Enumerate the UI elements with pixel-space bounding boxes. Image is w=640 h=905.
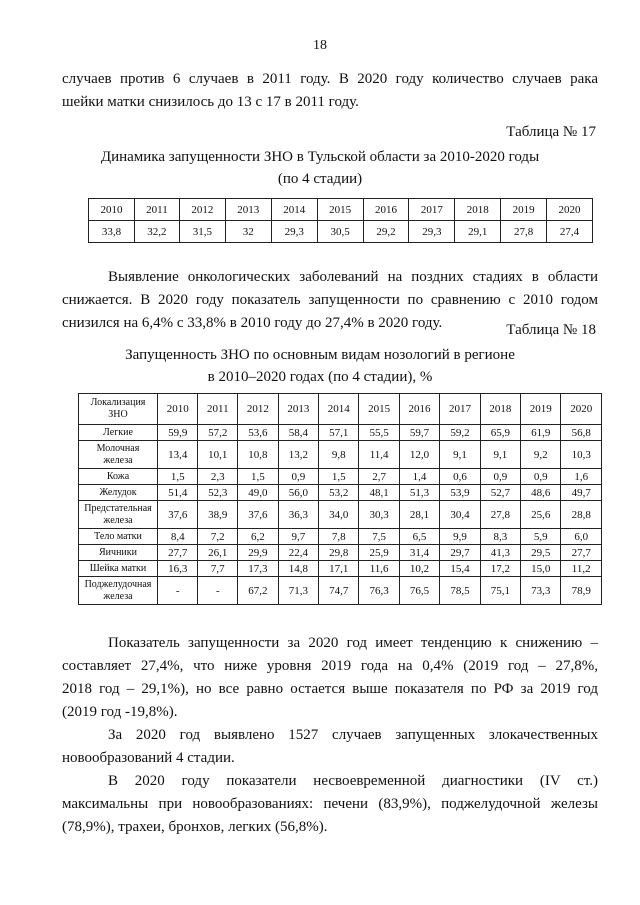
value-cell: 48,6 bbox=[521, 485, 561, 501]
value-cell: 1,6 bbox=[561, 469, 602, 485]
value-cell: 6,5 bbox=[399, 529, 439, 545]
text-line: снижается. В 2020 году показатель запущенности по сравнению с 2010 годом bbox=[62, 292, 598, 308]
value-cell: 30,4 bbox=[440, 501, 480, 529]
row-label: Поджелудочная железа bbox=[79, 577, 158, 605]
table17-number: Таблица № 17 bbox=[506, 124, 596, 140]
year-cell: 2010 bbox=[89, 199, 135, 221]
value-cell: 9,1 bbox=[440, 441, 480, 469]
year-header: 2010 bbox=[158, 394, 198, 425]
text-line: снизился на 6,4% с 33,8% в 2010 году до 27,4% в 2020 году. bbox=[62, 315, 443, 331]
value-cell: 9,9 bbox=[440, 529, 480, 545]
text-line: шейки матки снизилось до 13 с 17 в 2011 году. bbox=[62, 94, 359, 110]
text-line: За 2020 год выявлено 1527 случаев запущенных злокачественных bbox=[108, 727, 598, 743]
value-cell: 37,6 bbox=[238, 501, 278, 529]
value-cell: 0,9 bbox=[521, 469, 561, 485]
year-header: 2017 bbox=[440, 394, 480, 425]
value-cell: 10,8 bbox=[238, 441, 278, 469]
value-cell: 13,4 bbox=[158, 441, 198, 469]
value-cell: 33,8 bbox=[89, 221, 135, 243]
row-label: Легкие bbox=[79, 425, 158, 441]
value-cell: 78,9 bbox=[561, 577, 602, 605]
year-header: 2018 bbox=[480, 394, 520, 425]
year-header: 2020 bbox=[561, 394, 602, 425]
value-cell: 25,9 bbox=[359, 545, 399, 561]
value-cell: 9,7 bbox=[278, 529, 318, 545]
text-line: Выявление онкологических заболеваний на поздних стадиях в области bbox=[108, 269, 598, 285]
value-cell: 13,2 bbox=[278, 441, 318, 469]
value-cell: 48,1 bbox=[359, 485, 399, 501]
value-cell: 11,4 bbox=[359, 441, 399, 469]
value-cell: 27,8 bbox=[480, 501, 520, 529]
value-cell: 29,3 bbox=[271, 221, 317, 243]
value-cell: 53,2 bbox=[319, 485, 359, 501]
row-label: Желудок bbox=[79, 485, 158, 501]
year-cell: 2018 bbox=[455, 199, 501, 221]
value-cell: 30,5 bbox=[317, 221, 363, 243]
value-cell: 75,1 bbox=[480, 577, 520, 605]
value-cell: 1,5 bbox=[238, 469, 278, 485]
year-cell: 2014 bbox=[271, 199, 317, 221]
value-cell: 29,2 bbox=[363, 221, 409, 243]
value-cell: 29,7 bbox=[440, 545, 480, 561]
value-cell: 49,0 bbox=[238, 485, 278, 501]
value-cell: 57,1 bbox=[319, 425, 359, 441]
value-cell: 76,5 bbox=[399, 577, 439, 605]
value-cell: 53,9 bbox=[440, 485, 480, 501]
value-cell: 11,6 bbox=[359, 561, 399, 577]
value-cell: 41,3 bbox=[480, 545, 520, 561]
year-cell: 2019 bbox=[501, 199, 547, 221]
value-cell: 31,4 bbox=[399, 545, 439, 561]
text-line: случаев против 6 случаев в 2011 году. В 2020 году количество случаев рака bbox=[62, 71, 598, 87]
value-cell: 32,2 bbox=[134, 221, 179, 243]
value-cell: 1,5 bbox=[158, 469, 198, 485]
value-cell: 10,2 bbox=[399, 561, 439, 577]
value-cell: 49,7 bbox=[561, 485, 602, 501]
table17-values-row bbox=[89, 221, 593, 243]
row-label: Молочная железа bbox=[79, 441, 158, 469]
year-header: 2012 bbox=[238, 394, 278, 425]
paragraph-diagnostics bbox=[62, 770, 598, 839]
value-cell: 7,2 bbox=[198, 529, 238, 545]
value-cell: 56,8 bbox=[561, 425, 602, 441]
year-cell: 2011 bbox=[134, 199, 179, 221]
value-cell: 10,1 bbox=[198, 441, 238, 469]
year-cell: 2017 bbox=[409, 199, 455, 221]
value-cell: 28,8 bbox=[561, 501, 602, 529]
year-cell: 2013 bbox=[225, 199, 271, 221]
value-cell: 0,6 bbox=[440, 469, 480, 485]
value-cell: 27,7 bbox=[561, 545, 602, 561]
paragraph-trend bbox=[62, 632, 598, 724]
year-cell: 2015 bbox=[317, 199, 363, 221]
title-line: (по 4 стадии) bbox=[277, 171, 363, 187]
title-line: Динамика запущенности ЗНО в Тульской области за 2010-2020 годы bbox=[100, 149, 540, 165]
value-cell: 1,5 bbox=[319, 469, 359, 485]
title-line: в 2010–2020 годах (по 4 стадии), % bbox=[207, 369, 433, 385]
value-cell: 59,7 bbox=[399, 425, 439, 441]
value-cell: 6,2 bbox=[238, 529, 278, 545]
value-cell: 76,3 bbox=[359, 577, 399, 605]
value-cell: 32 bbox=[225, 221, 271, 243]
value-cell: 1,4 bbox=[399, 469, 439, 485]
value-cell: 29,9 bbox=[238, 545, 278, 561]
value-cell: 5,9 bbox=[521, 529, 561, 545]
value-cell: 8,3 bbox=[480, 529, 520, 545]
value-cell: 28,1 bbox=[399, 501, 439, 529]
year-header: 2015 bbox=[359, 394, 399, 425]
year-header: 2019 bbox=[521, 394, 561, 425]
year-cell: 2016 bbox=[363, 199, 409, 221]
paragraph-cases bbox=[62, 724, 598, 770]
table-row bbox=[79, 545, 602, 561]
row-label: Предстательная железа bbox=[79, 501, 158, 529]
value-cell: 29,5 bbox=[521, 545, 561, 561]
value-cell: 29,8 bbox=[319, 545, 359, 561]
value-cell: 27,8 bbox=[501, 221, 547, 243]
value-cell: 61,9 bbox=[521, 425, 561, 441]
value-cell: 55,5 bbox=[359, 425, 399, 441]
table-row bbox=[79, 501, 602, 529]
value-cell: - bbox=[158, 577, 198, 605]
value-cell: 25,6 bbox=[521, 501, 561, 529]
header-cell-label: Локализация ЗНО bbox=[79, 394, 158, 425]
value-cell: 58,4 bbox=[278, 425, 318, 441]
table-row bbox=[79, 425, 602, 441]
value-cell: 15,4 bbox=[440, 561, 480, 577]
table18-header-row bbox=[79, 394, 602, 425]
value-cell: 36,3 bbox=[278, 501, 318, 529]
value-cell: 17,1 bbox=[319, 561, 359, 577]
value-cell: 31,5 bbox=[179, 221, 225, 243]
table18 bbox=[78, 393, 602, 605]
table17-title bbox=[40, 146, 600, 190]
table17-years-row bbox=[89, 199, 593, 221]
value-cell: 15,0 bbox=[521, 561, 561, 577]
value-cell: 2,7 bbox=[359, 469, 399, 485]
value-cell: 59,9 bbox=[158, 425, 198, 441]
value-cell: 10,3 bbox=[561, 441, 602, 469]
row-label: Кожа bbox=[79, 469, 158, 485]
value-cell: 7,5 bbox=[359, 529, 399, 545]
year-header: 2014 bbox=[319, 394, 359, 425]
value-cell: 37,6 bbox=[158, 501, 198, 529]
table18-title bbox=[40, 344, 600, 388]
value-cell: 17,3 bbox=[238, 561, 278, 577]
text-line: составляет 27,4%, что ниже уровня 2019 года на 0,4% (2019 год – 27,8%, bbox=[62, 658, 598, 674]
value-cell: 14,8 bbox=[278, 561, 318, 577]
text-line: максимальны при новообразованиях: печени (83,9%), поджелудочной железы bbox=[62, 796, 598, 812]
row-label: Шейка матки bbox=[79, 561, 158, 577]
value-cell: 7,7 bbox=[198, 561, 238, 577]
value-cell: 0,9 bbox=[278, 469, 318, 485]
value-cell: 78,5 bbox=[440, 577, 480, 605]
table-row bbox=[79, 561, 602, 577]
value-cell: 59,2 bbox=[440, 425, 480, 441]
table18-number: Таблица № 18 bbox=[506, 322, 596, 338]
value-cell: 29,1 bbox=[455, 221, 501, 243]
table-row bbox=[79, 485, 602, 501]
value-cell: 65,9 bbox=[480, 425, 520, 441]
table-row bbox=[79, 441, 602, 469]
table17 bbox=[88, 198, 593, 243]
value-cell: 74,7 bbox=[319, 577, 359, 605]
value-cell: 16,3 bbox=[158, 561, 198, 577]
value-cell: 6,0 bbox=[561, 529, 602, 545]
value-cell: 27,7 bbox=[158, 545, 198, 561]
text-line: новообразований 4 стадии. bbox=[62, 750, 235, 766]
text-line: (2019 год -19,8%). bbox=[62, 704, 178, 720]
row-label: Тело матки bbox=[79, 529, 158, 545]
row-label: Яичники bbox=[79, 545, 158, 561]
value-cell: 9,2 bbox=[521, 441, 561, 469]
value-cell: 52,7 bbox=[480, 485, 520, 501]
value-cell: 0,9 bbox=[480, 469, 520, 485]
value-cell: 7,8 bbox=[319, 529, 359, 545]
value-cell: 9,1 bbox=[480, 441, 520, 469]
value-cell: 53,6 bbox=[238, 425, 278, 441]
year-header: 2011 bbox=[198, 394, 238, 425]
table18-body bbox=[79, 425, 602, 605]
text-line: Показатель запущенности за 2020 год имеет тенденцию к снижению – bbox=[108, 635, 598, 651]
text-line: В 2020 году показатели несвоевременной диагностики (IV ст.) bbox=[108, 773, 598, 789]
year-cell: 2020 bbox=[547, 199, 593, 221]
value-cell: 22,4 bbox=[278, 545, 318, 561]
year-cell: 2012 bbox=[179, 199, 225, 221]
table-row bbox=[79, 577, 602, 605]
value-cell: 9,8 bbox=[319, 441, 359, 469]
value-cell: 51,4 bbox=[158, 485, 198, 501]
value-cell: 8,4 bbox=[158, 529, 198, 545]
value-cell: 57,2 bbox=[198, 425, 238, 441]
value-cell: - bbox=[198, 577, 238, 605]
intro-paragraph bbox=[62, 68, 598, 114]
year-header: 2016 bbox=[399, 394, 439, 425]
page-number: 18 bbox=[313, 38, 327, 53]
table-row bbox=[79, 529, 602, 545]
title-line: Запущенность ЗНО по основным видам нозологий в регионе bbox=[125, 347, 515, 363]
value-cell: 73,3 bbox=[521, 577, 561, 605]
text-line: 2018 год – 29,1%), но все равно остается выше показателя по РФ за 2019 год bbox=[62, 681, 598, 697]
value-cell: 27,4 bbox=[547, 221, 593, 243]
table-row bbox=[79, 469, 602, 485]
value-cell: 26,1 bbox=[198, 545, 238, 561]
value-cell: 71,3 bbox=[278, 577, 318, 605]
year-header: 2013 bbox=[278, 394, 318, 425]
value-cell: 12,0 bbox=[399, 441, 439, 469]
value-cell: 2,3 bbox=[198, 469, 238, 485]
value-cell: 56,0 bbox=[278, 485, 318, 501]
value-cell: 17,2 bbox=[480, 561, 520, 577]
value-cell: 29,3 bbox=[409, 221, 455, 243]
value-cell: 38,9 bbox=[198, 501, 238, 529]
value-cell: 11,2 bbox=[561, 561, 602, 577]
text-line: (78,9%), трахеи, бронхов, легких (56,8%). bbox=[62, 819, 328, 835]
value-cell: 67,2 bbox=[238, 577, 278, 605]
value-cell: 52,3 bbox=[198, 485, 238, 501]
value-cell: 51,3 bbox=[399, 485, 439, 501]
value-cell: 30,3 bbox=[359, 501, 399, 529]
value-cell: 34,0 bbox=[319, 501, 359, 529]
